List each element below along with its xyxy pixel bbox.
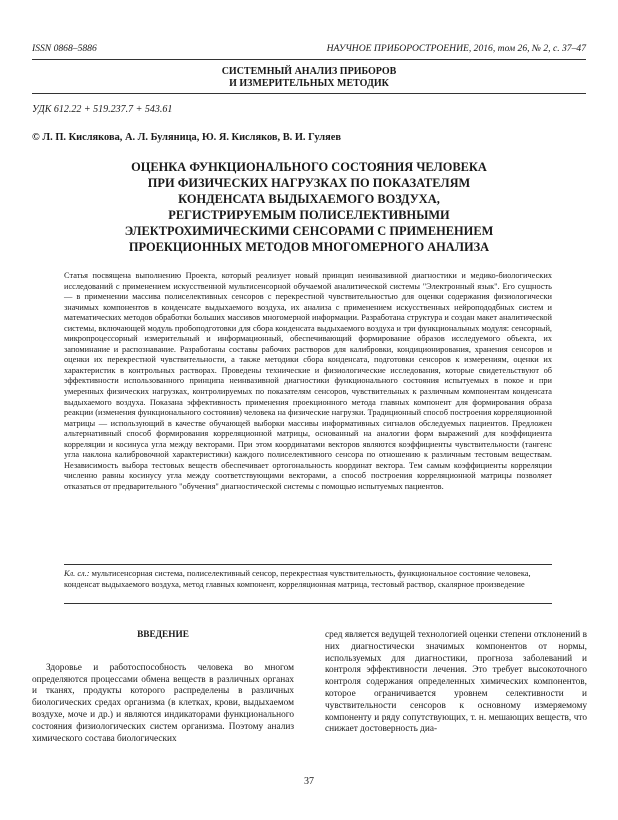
section-line-1: СИСТЕМНЫЙ АНАЛИЗ ПРИБОРОВ bbox=[221, 66, 397, 77]
title-line: ПРОЕКЦИОННЫХ МЕТОДОВ МНОГОМЕРНОГО АНАЛИЗА bbox=[128, 240, 490, 254]
keywords-rule-top bbox=[64, 564, 552, 565]
abstract: Статья посвящена выполнению Проекта, который реализует новый принцип неинвазивной диагностики и медико-биологических исследований с применением искусственной мультисенсорной обучаемой аналитической системы "Электронный язык". Его сущность — в применении массива полиселективных сенсоров с перекрестной чувствительностью для оценки содержания физиологически значимых компонентов в конденсате выдыхаемого воздуха, их анализа с применением искусственных нейропододбных систем и математических методов обработки больших массивов многомерной информации. Разработана структура и создан макет аналитической системы, включающей модуль пробоподготовки для сбора конденсата выдыхаемого воздуха и три функциональных модуля: сенсорный, микропроцессорный измерительный и информационный, обеспечивающий формирование образов исследуемого объекта, их запоминание и распознавание. Разработаны составы рабочих растворов для калибровки, кондиционирования, хранения сенсоров и оценки их перекрестной чувствительности, а также методики сбора конденсата, подготовки сенсоров к измерениям, оценки их характеристик в контрольных растворах. Проведены технические и физиологические исследования, которые свидетельствуют об эффективности использованного принципа неинвазивной диагностики функционального состояния испытуемых в покое и при умеренных физических нагрузках, контролируемых по показателям сенсоров, чувствительных к различным компонентам конденсата выдыхаемого воздуха. Показана эффективность применения проекционного метода главных компонент для формирования образа реакции (изменения функционального состояния) человека на физические нагрузки. Традиционный способ построения корреляционной матрицы — использующий в качестве обучающей выборки массивы информативных сигналов обследуемых пациентов. Предложен альтернативный способ формирования корреляционной матрицы, основанный на аналогии форм выражений для коэффициента корреляции и косинуса угла между векторами. При этом координатами векторов являются коэффициенты чувствительности (тангенс угла наклона калибровочной характеристики) каждого полиселективного сенсора по отношению к различным тестовым веществам. Независимость выбора тестовых веществ обеспечивает ортогональность координат вектора. Тем самым коэффициенты корреляции численно равны косинусу угла между соответствующими векторами, а способ построения корреляционной матрицы позволяет отказаться от предварительного "обучения" диагностической системы с помощью испытуемых пациентов. bbox=[64, 271, 552, 491]
journal-citation: НАУЧНОЕ ПРИБОРОСТРОЕНИЕ, 2016, том 26, № 2, с. 37–47 bbox=[326, 43, 586, 54]
keywords bbox=[64, 569, 552, 590]
intro-left-column bbox=[32, 630, 294, 745]
section-rule bbox=[32, 93, 586, 94]
intro-heading: ВВЕДЕНИЕ bbox=[137, 630, 189, 640]
author-names: Л. П. Кислякова, А. Л. Буляница, Ю. Я. Кисляков, В. И. Гуляев bbox=[42, 132, 341, 143]
issn: ISSN 0868–5886 bbox=[32, 43, 97, 54]
section-heading bbox=[0, 66, 618, 90]
paper-title bbox=[60, 159, 558, 255]
udc-code: УДК 612.22 + 519.237.7 + 543.61 bbox=[32, 104, 173, 115]
intro-right-text: сред является ведущей технологией оценки степени отклонений в них диагностически значимых компонентов от нормы, используемых для диагностики, прогноза заболеваний и контроля эффективности лечения. Это требует высокоточного контроля содержания определенных химических компонентов, которое ограничивается уровнем селективности и чувствительности сенсоров к основному измеряемому компоненту и ряду сопутствующих, т. н. мешающих веществ, что снижает достоверность диа- bbox=[325, 630, 587, 735]
keywords-text: мультисенсорная система, полиселективный сенсор, перекрестная чувствительность, функциональное состояние человека, конденсат выдыхаемого воздуха, метод главных компонент, корреляционная матрица, тестовый раствор, скалярное произведение bbox=[64, 569, 531, 589]
keywords-label: Кл. сл.: bbox=[64, 569, 90, 578]
section-line-2: И ИЗМЕРИТЕЛЬНЫХ МЕТОДИК bbox=[229, 78, 389, 89]
title-line: ОЦЕНКА ФУНКЦИОНАЛЬНОГО СОСТОЯНИЯ ЧЕЛОВЕКА bbox=[131, 160, 487, 174]
header-rule bbox=[32, 59, 586, 60]
copyright-symbol: © bbox=[32, 132, 40, 143]
keywords-rule-bottom bbox=[64, 603, 552, 604]
intro-right-column bbox=[325, 630, 587, 736]
title-line: ПРИ ФИЗИЧЕСКИХ НАГРУЗКАХ ПО ПОКАЗАТЕЛЯМ bbox=[147, 176, 471, 190]
title-line: РЕГИСТРИРУЕМЫМ ПОЛИСЕЛЕКТИВНЫМИ bbox=[168, 208, 450, 222]
title-line: КОНДЕНСАТА ВЫДЫХАЕМОГО ВОЗДУХА, bbox=[178, 192, 440, 206]
running-header bbox=[32, 43, 586, 57]
title-line: ЭЛЕКТРОХИМИЧЕСКИМИ СЕНСОРАМИ С ПРИМЕНЕНИЕМ bbox=[124, 224, 494, 238]
authors bbox=[32, 132, 341, 143]
intro-left-text: Здоровье и работоспособность человека во многом определяются процессами обмена веществ в различных органах и тканях, продукты которого распределены в различных биологических средах организма (в клетках, крови, выдыхаемом воздухе, моче и др.) и являются индикаторами функционального состояния физиологических систем организма. Поэтому анализ химического состава биологических bbox=[32, 662, 294, 744]
page-number: 37 bbox=[304, 776, 314, 787]
